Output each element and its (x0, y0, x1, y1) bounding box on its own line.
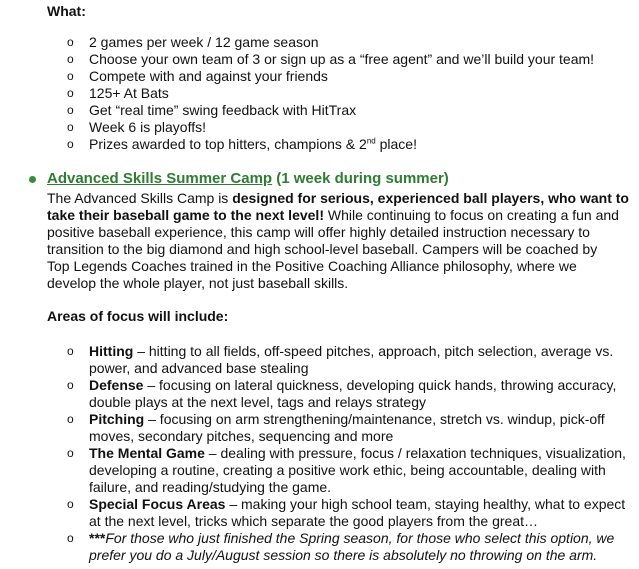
camp-desc-line: positive baseball experience, this camp will offer highly detailed instruction necessary to (47, 224, 590, 240)
list-item: Get “real time” swing feedback with HitTrax (89, 102, 357, 118)
list-item: 125+ At Bats (89, 85, 169, 101)
note-line (89, 530, 614, 547)
focus-title: Hitting (89, 343, 134, 359)
prizes-superscript: nd (366, 136, 376, 146)
bullet-circle-icon: o (67, 120, 74, 134)
focus-title: Defense (89, 377, 144, 393)
bullet-circle-icon: o (67, 497, 74, 511)
list-item (89, 496, 625, 513)
list-item (89, 411, 605, 428)
bullet-circle-icon: o (67, 344, 74, 358)
camp-desc-line: Top Legends Coaches trained in the Positive Coaching Alliance philosophy, where we (47, 258, 577, 274)
focus-heading: Areas of focus will include: (47, 308, 229, 324)
note-stars: *** (89, 530, 106, 546)
list-item (89, 136, 417, 153)
bullet-circle-icon: o (67, 52, 74, 66)
camp-desc-bold: take their baseball game to the next level! (47, 207, 324, 223)
focus-text: – focusing on lateral quickness, developing quick hands, throwing accuracy, (143, 377, 617, 393)
bullet-circle-icon: o (67, 137, 74, 151)
list-item-cont: double plays at the next level, tags and relays strategy (89, 394, 426, 410)
list-item-cont: developing a routine, creating a positive work ethic, being accountable, dealing with (89, 462, 606, 478)
bullet-circle-icon: o (67, 86, 74, 100)
list-item-cont: at the next level, tricks which separate the good players from the great… (89, 513, 539, 529)
camp-desc-line: transition to the big diamond and high school-level baseball. Campers will be coached by (47, 241, 598, 257)
what-heading: What: (47, 3, 86, 19)
focus-title: Special Focus Areas (89, 496, 226, 512)
bullet-circle-icon: o (67, 412, 74, 426)
focus-title: Pitching (89, 411, 145, 427)
camp-title (47, 170, 449, 187)
camp-desc-line: develop the whole player, not just baseball skills. (47, 275, 349, 291)
bullet-dot-icon (29, 176, 36, 183)
prizes-text: Prizes awarded to top hitters, champions & 2 (89, 136, 367, 152)
list-item: Week 6 is playoffs! (89, 119, 206, 135)
focus-title: The Mental Game (89, 445, 205, 461)
focus-text: – dealing with pressure, focus / relaxation techniques, visualization, (204, 445, 626, 461)
bullet-circle-icon: o (67, 35, 74, 49)
bullet-circle-icon: o (67, 103, 74, 117)
note-line-cont: prefer you do a July/August session so there is absolutely no throwing on the arm. (89, 547, 598, 563)
note-text: For those who just finished the Spring season, for those who select this option, we (105, 530, 615, 546)
list-item: 2 games per week / 12 game season (89, 34, 319, 50)
prizes-end: place! (375, 136, 417, 152)
camp-desc-text: The Advanced Skills Camp is (47, 190, 233, 206)
list-item-cont: moves, secondary pitches, sequencing and more (89, 428, 394, 444)
focus-text: – hitting to all fields, off-speed pitches, approach, pitch selection, average vs. (133, 343, 614, 359)
bullet-circle-icon: o (67, 69, 74, 83)
list-item-cont: failure, and reading/studying the game. (89, 479, 332, 495)
camp-title-rest: (1 week during summer) (272, 170, 449, 187)
camp-desc-line (47, 207, 619, 224)
list-item-cont: power, and advanced base stealing (89, 360, 309, 376)
camp-desc-text: While continuing to focus on creating a fun and (324, 207, 619, 223)
focus-text: – making your high school team, staying healthy, what to expect (225, 496, 626, 512)
focus-text: – focusing on arm strengthening/maintenance, stretch vs. windup, pick-off (144, 411, 605, 427)
list-item: Choose your own team of 3 or sign up as a “free agent” and we’ll build your team! (89, 51, 595, 67)
list-item (89, 377, 616, 394)
camp-title-underlined: Advanced Skills Summer Camp (47, 170, 273, 187)
camp-desc-bold: designed for serious, experienced ball players, who want to (232, 190, 629, 206)
list-item (89, 343, 613, 360)
bullet-circle-icon: o (67, 446, 74, 460)
list-item (89, 445, 626, 462)
bullet-circle-icon: o (67, 378, 74, 392)
list-item: Compete with and against your friends (89, 68, 328, 84)
camp-desc-line (47, 190, 629, 207)
bullet-circle-icon: o (67, 531, 74, 545)
